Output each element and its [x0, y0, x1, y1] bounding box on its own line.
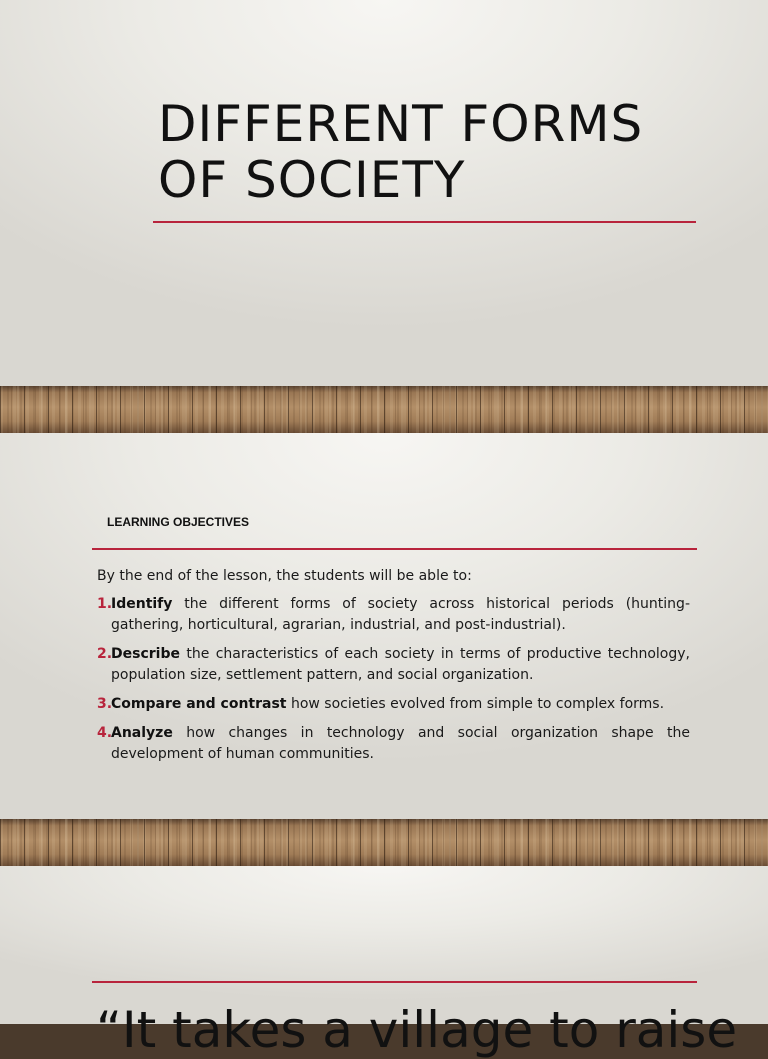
slide-title-heading [158, 96, 718, 208]
objective-item-3 [97, 694, 690, 715]
wood-floor-divider [0, 386, 768, 433]
slide-title [0, 0, 768, 386]
objectives-heading: LEARNING OBJECTIVES [107, 515, 250, 529]
quote-divider [92, 981, 697, 983]
objectives-list [97, 594, 690, 773]
objective-verb: Analyze [111, 725, 173, 741]
objective-item-4 [97, 723, 690, 765]
objective-item-1 [97, 594, 690, 636]
objective-text: how changes in technology and social organization shape the development of human communities. [111, 725, 690, 762]
objective-verb: Identify [111, 596, 173, 612]
title-divider [153, 221, 696, 223]
objective-number: 3. [97, 696, 113, 712]
objective-text: the different forms of society across historical periods (hunting-gathering, horticultural, agrarian, industrial, and post-industrial). [111, 596, 690, 633]
objectives-divider [92, 548, 697, 550]
quote-text: “It takes a village to raise [96, 1001, 738, 1059]
objective-item-2 [97, 644, 690, 686]
objective-verb: Describe [111, 646, 180, 662]
objectives-intro: By the end of the lesson, the students will be able to: [97, 568, 472, 584]
objective-verb: Compare and contrast [111, 696, 287, 712]
title-line-1: DIFFERENT FORMS [158, 95, 644, 153]
objective-text: the characteristics of each society in terms of productive technology, population size, settlement pattern, and social organization. [111, 646, 690, 683]
title-line-2: OF SOCIETY [158, 151, 466, 209]
objective-text: how societies evolved from simple to complex forms. [286, 696, 665, 712]
objective-number: 2. [97, 646, 113, 662]
objective-number: 1. [97, 596, 113, 612]
wood-floor-divider [0, 819, 768, 866]
objective-number: 4. [97, 725, 113, 741]
